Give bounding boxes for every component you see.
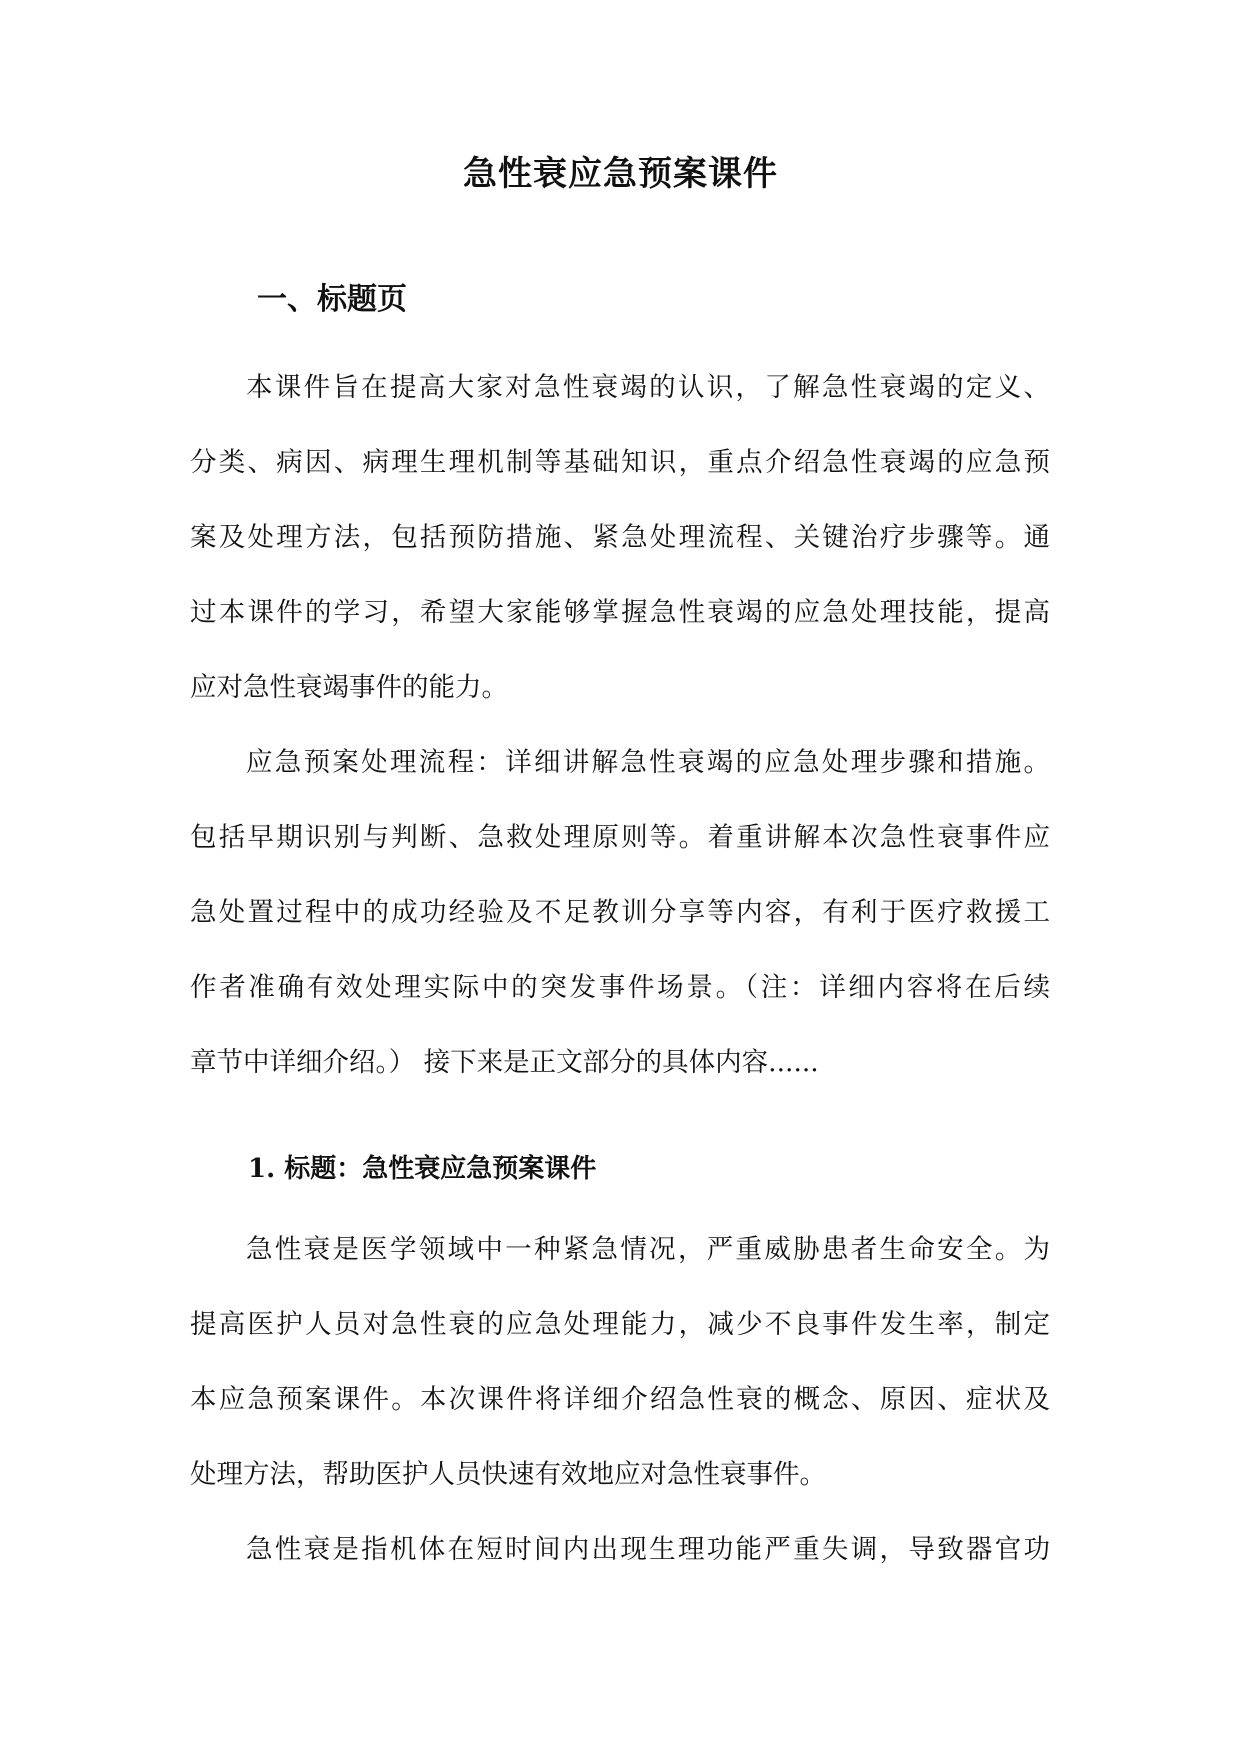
paragraph-definition <box>190 1512 1050 1587</box>
paragraph-overview <box>190 1212 1050 1512</box>
paragraph-line: 案及处理方法，包括预防措施、紧急处理流程、关键治疗步骤等。通 <box>190 522 1050 553</box>
paragraph-line: 过本课件的学习，希望大家能够掌握急性衰竭的应急处理技能，提高 <box>190 597 1050 628</box>
paragraph-line: 提高医护人员对急性衰的应急处理能力，减少不良事件发生率，制定 <box>190 1309 1050 1340</box>
paragraph-emergency-process <box>190 725 1050 1100</box>
document-title: 急性衰应急预案课件 <box>463 154 778 194</box>
paragraph-line: 处理方法，帮助医护人员快速有效地应对急性衰事件。 <box>190 1459 826 1490</box>
paragraph-line: 应对急性衰竭事件的能力。 <box>190 672 508 703</box>
paragraph-line: 应急预案处理流程：详细讲解急性衰竭的应急处理步骤和措施。 <box>246 747 1050 778</box>
paragraph-line: 分类、病因、病理生理机制等基础知识，重点介绍急性衰竭的应急预 <box>190 447 1050 478</box>
paragraph-intro <box>190 350 1050 725</box>
paragraph-line: 急性衰是指机体在短时间内出现生理功能严重失调，导致器官功 <box>246 1534 1050 1565</box>
paragraph-line: 本课件旨在提高大家对急性衰竭的认识，了解急性衰竭的定义、 <box>246 372 1050 403</box>
paragraph-line: 本应急预案课件。本次课件将详细介绍急性衰的概念、原因、症状及 <box>190 1384 1050 1415</box>
paragraph-line: 作者准确有效处理实际中的突发事件场景。（注：详细内容将在后续 <box>190 972 1050 1003</box>
paragraph-line: 急性衰是医学领域中一种紧急情况，严重威胁患者生命安全。为 <box>246 1234 1050 1265</box>
section-heading-title-page: 一、标题页 <box>257 282 407 317</box>
paragraph-line: 章节中详细介绍。） 接下来是正文部分的具体内容...... <box>190 1047 819 1078</box>
paragraph-line: 包括早期识别与判断、急救处理原则等。着重讲解本次急性衰事件应 <box>190 822 1050 853</box>
section-heading-numbered: 1. 标题：急性衰应急预案课件 <box>248 1154 597 1184</box>
paragraph-line: 急处置过程中的成功经验及不足教训分享等内容，有利于医疗救援工 <box>190 897 1050 928</box>
